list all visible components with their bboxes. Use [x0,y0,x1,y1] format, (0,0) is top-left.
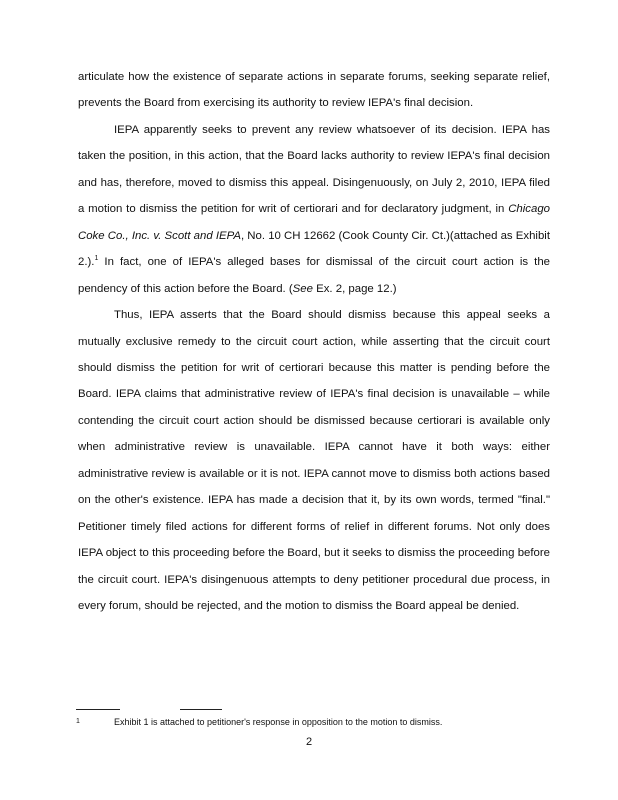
see-signal: See [292,282,313,295]
paragraph-text: , No. 10 CH 12662 (Cook County Cir. Ct.)(attached as Exhibit 2.). [78,229,550,269]
footnote [76,716,556,728]
footnote-separator [76,709,120,710]
paragraph-text: In fact, one of IEPA's alleged bases for dismissal of the circuit court action is the pendency of this action before the Board. ( [78,256,550,295]
paragraph-iepa-asserts: Thus, IEPA asserts that the Board should dismiss because this appeal seeks a mutually exclusive remedy to the circuit court action, while asserting that the circuit court should dismiss the petition for writ of certiorari because this matter is pending before the Board. IEPA claims that administrative review of IEPA's final decision is unavailable – while contending the circuit court action should be dismissed because certiorari is available only when administrative review is unavailable. IEPA cannot have it both ways: either administrative review is available or it is not. IEPA cannot move to dismiss both actions based on the other's existence. IEPA has made a decision that it, by its own words, termed "final." Petitioner timely filed actions for different forms of relief in different forums. Not only does IEPA object to this proceeding before the Board, but it seeks to dismiss the proceeding before the circuit court. IEPA's disingenuous attempts to deny petitioner procedural due process, in every forum, should be rejected, and the motion to dismiss the Board appeal be denied. [78,309,550,613]
footnote-separator [180,709,222,710]
paragraph-iepa-review [78,117,550,302]
footnote-reference: 1 [94,255,99,263]
footnote-marker: 1 [76,718,80,725]
paragraph-text: IEPA apparently seeks to prevent any review whatsoever of its decision. IEPA has taken the position, in this action, that the Board lacks authority to review IEPA's final decision and has, therefore, moved to dismiss this appeal. Disingenuously, on July 2, 2010, IEPA filed a motion to dismiss the petition for writ of certiorari and for declaratory judgment, in [78,123,550,216]
paragraph-text: Ex. 2, page 12.) [312,282,397,295]
page-number: 2 [305,736,313,748]
footnote-text: Exhibit 1 is attached to petitioner's response in opposition to the motion to dismiss. [114,717,443,727]
paragraph-continuation: articulate how the existence of separate actions in separate forums, seeking separate relief, prevents the Board from exercising its authority to review IEPA's final decision. [78,71,550,110]
case-citation: Chicago Coke Co., Inc. v. Scott and IEPA [78,203,550,242]
document-body [78,64,550,620]
